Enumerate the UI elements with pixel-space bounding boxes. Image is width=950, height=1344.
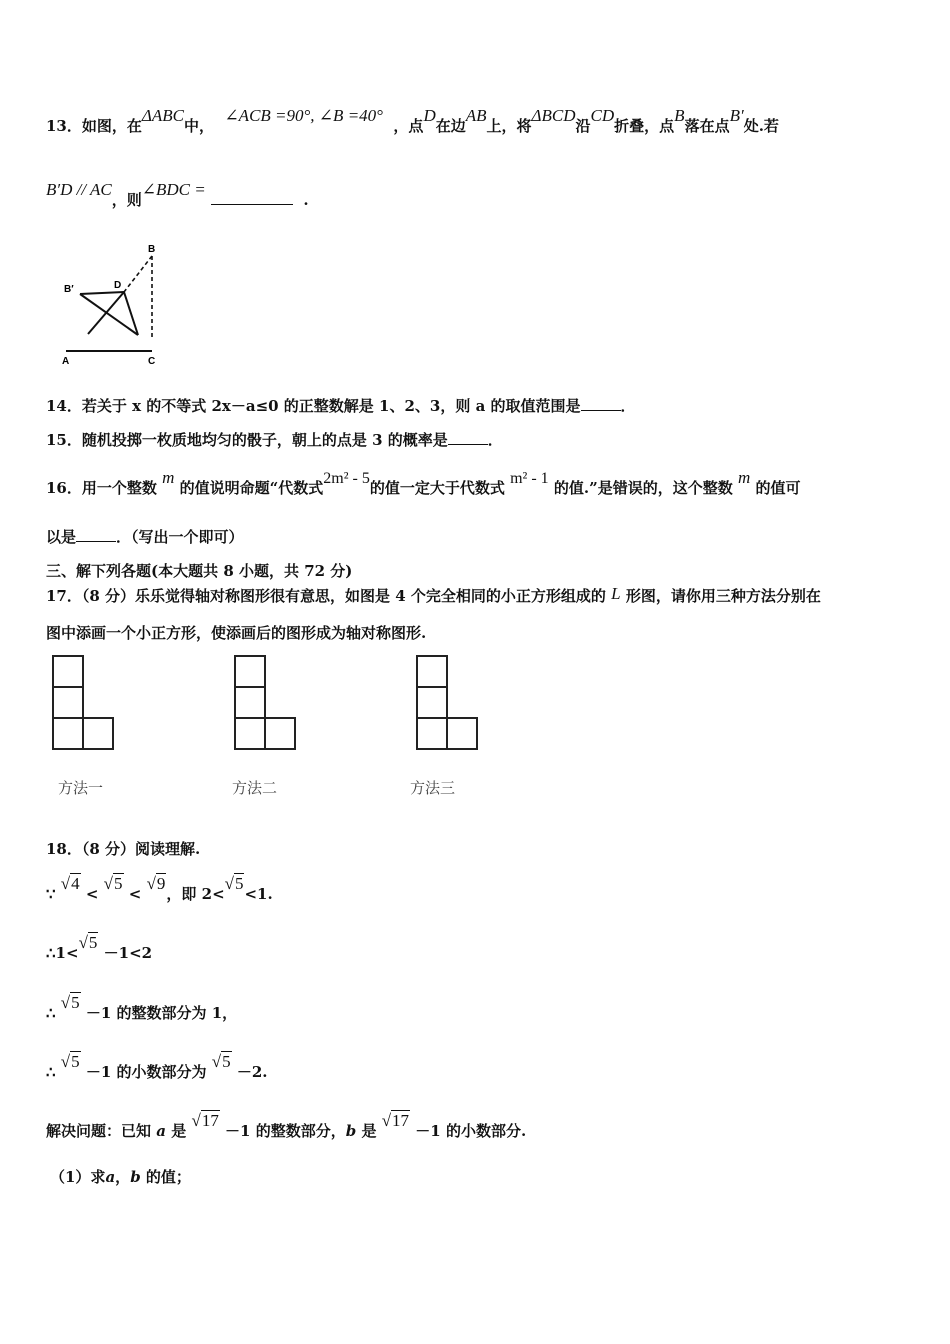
q18-lt: < — [85, 885, 99, 903]
math-angles: ∠ACB =90°, ∠B =40° — [224, 106, 383, 125]
math-d: D — [423, 106, 436, 125]
sqrt-4: √4 — [60, 874, 80, 893]
q18-line1 — [46, 874, 273, 904]
q16-line2 — [46, 527, 244, 547]
var-a: a — [156, 1122, 166, 1140]
math-ab: AB — [465, 106, 487, 125]
q17-text: 17．（8 分）乐乐觉得轴对称图形很有意思，如图是 4 个完全相同的小正方形组成的 — [46, 587, 606, 605]
q14-text: 14．若关于 x 的不等式 2x－a≤0 的正整数解是 1、2、3，则 a 的取值范围是 — [46, 397, 581, 415]
q13-text: 在边 — [435, 117, 466, 135]
q18-line3 — [46, 993, 238, 1023]
var-a: a — [105, 1168, 116, 1186]
q18-text: －1<2 — [103, 944, 153, 962]
math-m: m — [738, 468, 751, 487]
segment-bprime-c — [80, 294, 138, 335]
sqrt-17: √17 — [381, 1111, 410, 1130]
q18-text: （1）求 — [50, 1168, 106, 1186]
segment-a-d — [88, 292, 124, 334]
q17-line2 — [46, 623, 426, 643]
q18-text: 的值； — [145, 1168, 191, 1186]
q18-text: ， — [115, 1168, 131, 1186]
answer-blank-13[interactable] — [211, 190, 293, 205]
q18-text: 是 — [171, 1122, 187, 1140]
label-d: D — [114, 280, 122, 291]
q16-text: 的值.”是错误的，这个整数 — [553, 479, 733, 497]
q16-text: 以是 — [46, 528, 77, 546]
math-angle-bdc: ∠BDC = — [141, 180, 206, 199]
sqrt-5: √5 — [224, 874, 244, 893]
q13-number: 13．如图，在 — [46, 117, 142, 135]
q13-text: 落在点 — [684, 117, 730, 135]
q18-line4 — [46, 1052, 268, 1082]
math-triangle-abc: ΔABC — [141, 106, 184, 125]
q16-line1 — [46, 468, 801, 499]
q15-line — [46, 430, 503, 450]
q18-text: <1. — [244, 885, 273, 903]
q18-text: 是 — [361, 1122, 377, 1140]
q13-text: ，则 — [111, 191, 142, 209]
q13-triangle-figure — [58, 238, 168, 368]
q18-title — [46, 839, 200, 859]
label-b: B — [148, 244, 156, 255]
label-a: A — [62, 356, 70, 367]
q16-text: 的值可 — [755, 479, 801, 497]
l-shape-grid-1[interactable] — [52, 655, 116, 751]
sqrt-17: √17 — [191, 1111, 219, 1130]
q18-text: －1 的整数部分为 1， — [85, 1004, 238, 1022]
q13-text: ，点 — [393, 117, 424, 135]
var-b: b — [130, 1168, 141, 1186]
q14-line — [46, 396, 636, 416]
label-bprime: B′ — [64, 284, 74, 295]
l-shape-grid-3[interactable] — [416, 655, 480, 751]
math-triangle-bcd: ΔBCD — [531, 106, 576, 125]
section-3-title — [46, 561, 352, 581]
caption-method-3: 方法三 — [410, 779, 456, 797]
math-expr-2m2-5: 2m² - 5 — [323, 470, 370, 487]
sqrt-5: √5 — [103, 874, 123, 893]
q13-line1 — [46, 106, 779, 136]
math-l: L — [611, 584, 621, 603]
answer-blank-16[interactable] — [76, 529, 116, 542]
section-title-text: 三、解下列各题(本大题共 8 小题，共 72 分) — [46, 562, 353, 580]
answer-blank-15[interactable] — [448, 432, 488, 445]
sqrt-5: √5 — [78, 933, 98, 952]
caption-method-2: 方法二 — [232, 779, 278, 797]
q18-sub1 — [50, 1167, 191, 1187]
q18-lt: < — [128, 885, 142, 903]
q18-problem — [46, 1111, 527, 1141]
q15-end: ． — [487, 431, 503, 449]
q17-text: 形图，请你用三种方法分别在 — [625, 587, 821, 605]
q16-text: 16．用一个整数 — [46, 479, 157, 497]
l-shape-grid-2[interactable] — [234, 655, 298, 751]
math-parallel-condition: B′D // AC — [46, 180, 112, 199]
label-c: C — [148, 356, 156, 367]
sqrt-5: √5 — [60, 1052, 80, 1071]
math-expr-m2-1: m² - 1 — [510, 470, 549, 487]
q16-text: ．（写出一个即可） — [116, 528, 244, 546]
q15-text: 15．随机投掷一枚质地均匀的骰子，朝上的点是 3 的概率是 — [46, 431, 448, 449]
q13-text: 上，将 — [486, 117, 532, 135]
q13-text: 处.若 — [743, 117, 779, 135]
q16-text: 的值说明命题“代数式 — [179, 479, 324, 497]
q17-line1 — [46, 586, 821, 606]
sqrt-5: √5 — [211, 1052, 231, 1071]
sqrt-5: √5 — [60, 993, 80, 1012]
math-bprime: B′ — [729, 106, 744, 125]
q13-line2 — [46, 180, 309, 210]
q13-text: 中， — [183, 117, 214, 135]
q18-text: 解决问题：已知 — [46, 1122, 152, 1140]
q18-text: ∴ — [46, 1004, 56, 1022]
q13-text: 折叠，点 — [614, 117, 675, 135]
q18-line2 — [46, 933, 153, 963]
q18-text: －1 的小数部分为 — [85, 1063, 207, 1081]
q18-text: －1 的小数部分. — [415, 1122, 527, 1140]
q18-text: ，即 2< — [166, 885, 225, 903]
math-b: B — [674, 106, 685, 125]
sqrt-9: √9 — [146, 874, 166, 893]
segment-bprime-d — [80, 292, 124, 294]
q18-text: ∵ — [46, 885, 56, 903]
segment-d-c — [124, 292, 138, 335]
q13-text: 沿 — [575, 117, 591, 135]
math-m: m — [162, 468, 175, 487]
q18-text: －2. — [236, 1063, 268, 1081]
q18-text: ∴1< — [46, 944, 79, 962]
math-cd: CD — [590, 106, 615, 125]
caption-method-1: 方法一 — [58, 779, 104, 797]
q17-text: 图中添画一个小正方形，使添画后的图形成为轴对称图形. — [46, 624, 427, 642]
q18-text: ∴ — [46, 1063, 56, 1081]
var-b: b — [345, 1122, 357, 1140]
q13-text: . — [303, 191, 309, 209]
q18-title-text: 18．（8 分）阅读理解. — [46, 840, 201, 858]
segment-bd-dashed — [124, 256, 152, 292]
q16-text: 的值一定大于代数式 — [369, 479, 505, 497]
answer-blank-14[interactable] — [581, 398, 621, 411]
q14-end: ． — [620, 397, 636, 415]
q18-text: －1 的整数部分， — [225, 1122, 346, 1140]
